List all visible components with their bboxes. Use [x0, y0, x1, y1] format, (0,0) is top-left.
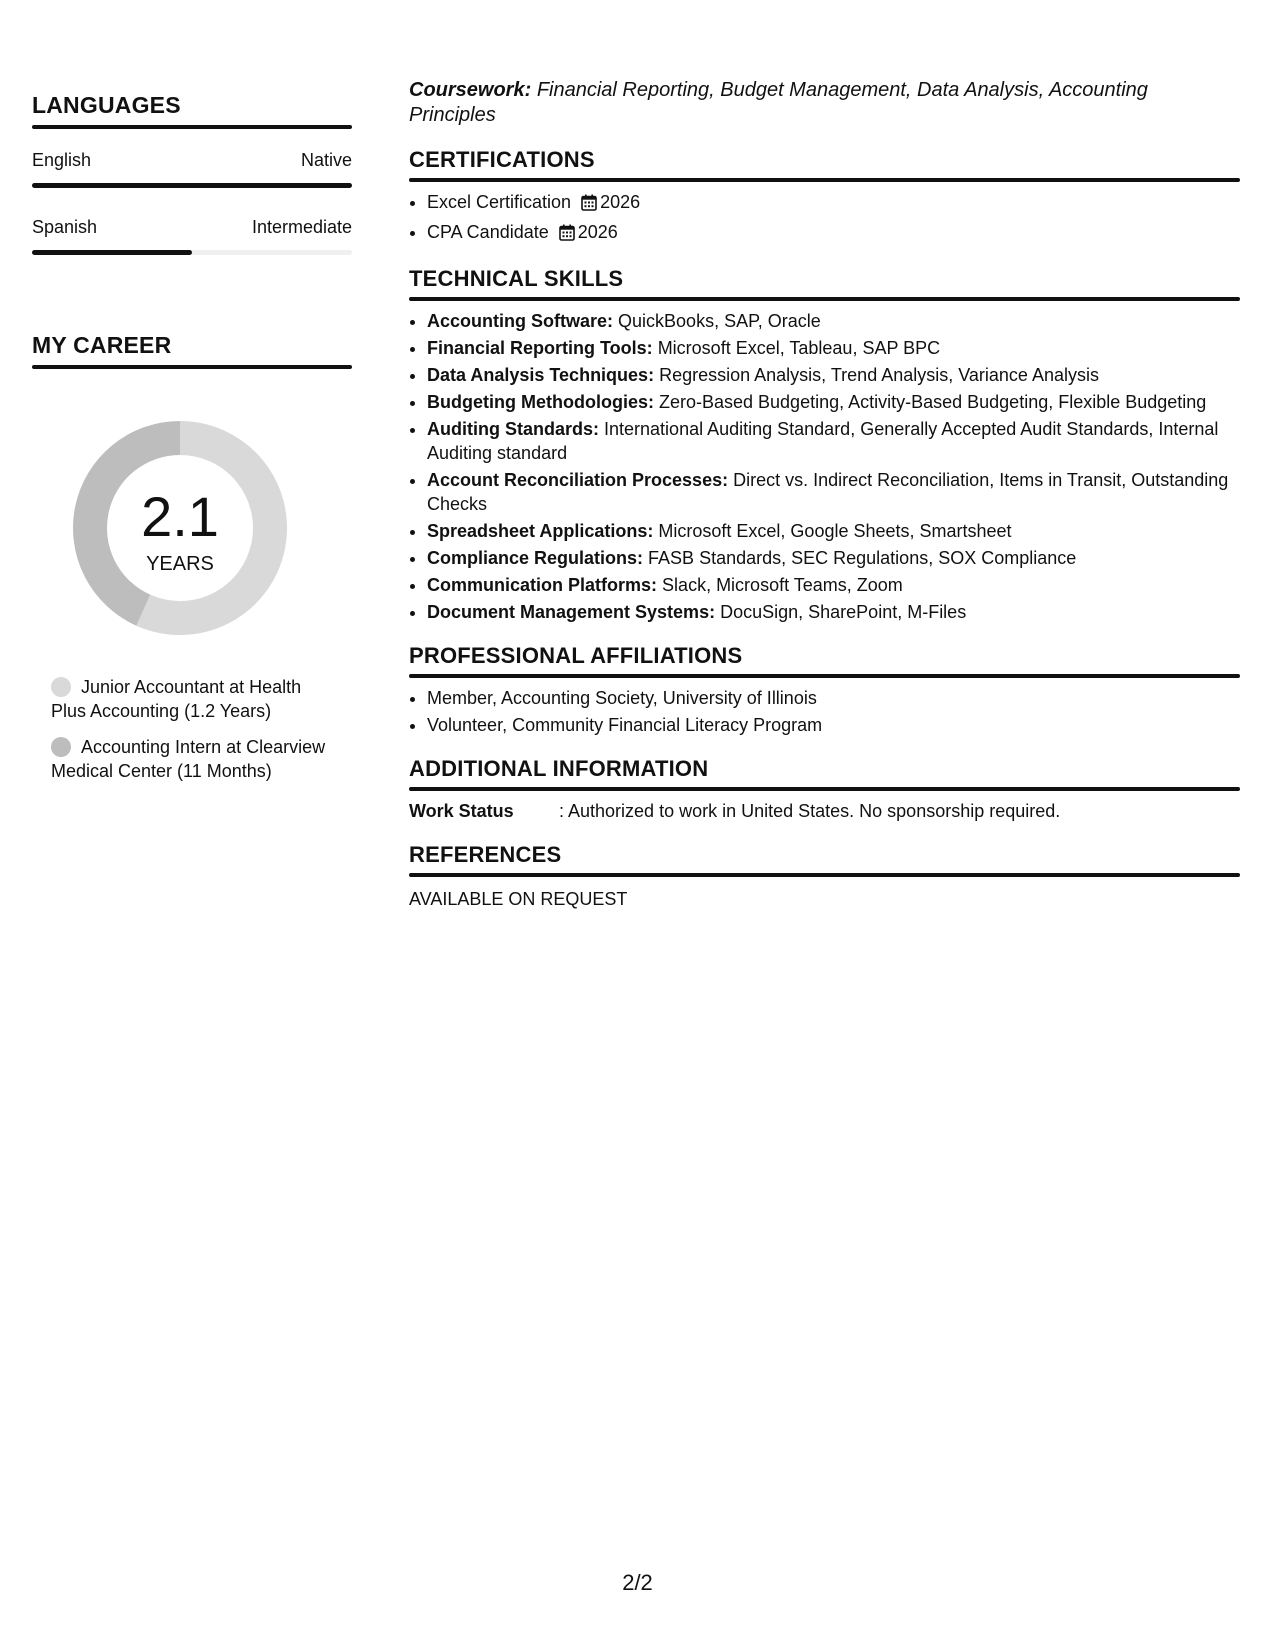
- left-column: [32, 90, 352, 781]
- certification-year: 2026: [600, 192, 641, 212]
- languages-rule: [32, 125, 352, 129]
- career-header: [32, 330, 352, 369]
- language-proficiency-fill: [32, 250, 192, 255]
- skill-values: DocuSign, SharePoint, M-Files: [720, 602, 967, 622]
- skill-category: Accounting Software:: [427, 311, 614, 331]
- affiliations-section: [409, 642, 1240, 737]
- career-legend: [51, 675, 336, 795]
- page-number: 2/2: [622, 1570, 653, 1595]
- language-proficiency-fill: [32, 183, 352, 188]
- skill-category: Communication Platforms:: [427, 575, 658, 595]
- affiliation-item: • Member, Accounting Society, University of Illinois: [427, 686, 1240, 710]
- career-title: MY CAREER: [32, 332, 172, 358]
- additional-info-rule: [409, 787, 1240, 791]
- language-name: English: [32, 150, 92, 170]
- technical-skills-list: [409, 309, 1240, 624]
- legend-dot-icon: [51, 677, 71, 697]
- certification-year: 2026: [577, 222, 618, 242]
- legend-dot-icon: [51, 737, 71, 757]
- skill-values: Microsoft Excel, Tableau, SAP BPC: [657, 338, 941, 358]
- references-rule: [409, 873, 1240, 877]
- career-total-unit: YEARS: [146, 553, 214, 575]
- certifications-section: [409, 146, 1240, 247]
- skill-values: QuickBooks, SAP, Oracle: [618, 311, 821, 331]
- coursework-label: Coursework:: [409, 79, 532, 101]
- language-proficiency-bar: [32, 183, 352, 188]
- skill-item: [427, 573, 1240, 597]
- skill-category: Data Analysis Techniques:: [427, 365, 655, 385]
- languages-title: LANGUAGES: [32, 92, 181, 118]
- skill-item: [427, 390, 1240, 414]
- additional-info-title: ADDITIONAL INFORMATION: [409, 756, 709, 781]
- technical-skills-section: [409, 265, 1240, 624]
- skill-values: Regression Analysis, Trend Analysis, Variance Analysis: [659, 365, 1099, 385]
- certification-item: [427, 190, 1240, 217]
- skill-values: International Auditing Standard, Generally Accepted Audit Standards, Internal Auditing standard: [427, 419, 1219, 463]
- references-text: AVAILABLE ON REQUEST: [409, 889, 628, 909]
- certification-item: [427, 220, 1240, 247]
- skill-item: [427, 336, 1240, 360]
- skill-category: Compliance Regulations:: [427, 548, 644, 568]
- skill-values: FASB Standards, SEC Regulations, SOX Compliance: [648, 548, 1077, 568]
- certifications-list: [409, 190, 1240, 247]
- career-donut-chart: [67, 415, 293, 641]
- certification-name: CPA Candidate: [427, 222, 549, 242]
- skill-category: Account Reconciliation Processes:: [427, 470, 729, 490]
- skill-values: Zero-Based Budgeting, Activity-Based Budgeting, Flexible Budgeting: [658, 392, 1207, 412]
- career-legend-label: Junior Accountant at Health Plus Accounting (1.2 Years): [51, 677, 302, 721]
- career-legend-label: Accounting Intern at Clearview Medical Center (11 Months): [51, 737, 326, 781]
- coursework-text: Financial Reporting, Budget Management, Data Analysis, Accounting Principles: [409, 79, 1148, 126]
- skill-item: [427, 600, 1240, 624]
- skill-category: Financial Reporting Tools:: [427, 338, 653, 358]
- work-status-value: : Authorized to work in United States. No sponsorship required.: [559, 801, 1061, 821]
- skill-values: Microsoft Excel, Google Sheets, Smartsheet: [658, 521, 1012, 541]
- affiliations-list: [409, 686, 1240, 737]
- skill-item: [427, 363, 1240, 387]
- references-section: [409, 841, 1240, 911]
- affiliation-item: • Volunteer, Community Financial Literacy Program: [427, 713, 1240, 737]
- skill-item: [427, 519, 1240, 543]
- references-title: REFERENCES: [409, 842, 562, 867]
- calendar-icon: [559, 223, 575, 247]
- coursework: [409, 78, 1240, 128]
- language-level: Intermediate: [251, 217, 352, 237]
- affiliations-rule: [409, 674, 1240, 678]
- skill-values: Direct vs. Indirect Reconciliation, Items in Transit, Outstanding Checks: [427, 470, 1229, 514]
- skill-item: [427, 468, 1240, 516]
- skill-values: Slack, Microsoft Teams, Zoom: [662, 575, 903, 595]
- career-rule: [32, 365, 352, 369]
- skill-item: [427, 546, 1240, 570]
- language-item-spanish: [32, 216, 352, 255]
- affiliations-title: PROFESSIONAL AFFILIATIONS: [409, 643, 743, 668]
- work-status-row: [409, 799, 1240, 823]
- language-name: Spanish: [32, 217, 98, 237]
- certifications-rule: [409, 178, 1240, 182]
- skill-item: [427, 309, 1240, 333]
- work-status-label: Work Status: [409, 801, 514, 821]
- skill-category: Budgeting Methodologies:: [427, 392, 654, 412]
- right-column: [409, 78, 1240, 911]
- skill-category: Document Management Systems:: [427, 602, 716, 622]
- career-legend-item: [51, 735, 336, 783]
- career-legend-item: [51, 675, 336, 723]
- additional-info-section: [409, 755, 1240, 823]
- language-item-english: [32, 149, 352, 188]
- skill-item: [427, 417, 1240, 465]
- language-level: Native: [300, 150, 352, 170]
- calendar-icon: [581, 193, 597, 217]
- technical-skills-title: TECHNICAL SKILLS: [409, 266, 624, 291]
- technical-skills-rule: [409, 297, 1240, 301]
- career-total-years: 2.1: [141, 485, 219, 548]
- skill-category: Auditing Standards:: [427, 419, 599, 439]
- certification-name: Excel Certification: [427, 192, 572, 212]
- certifications-title: CERTIFICATIONS: [409, 147, 595, 172]
- language-proficiency-bar: [32, 250, 352, 255]
- skill-category: Spreadsheet Applications:: [427, 521, 654, 541]
